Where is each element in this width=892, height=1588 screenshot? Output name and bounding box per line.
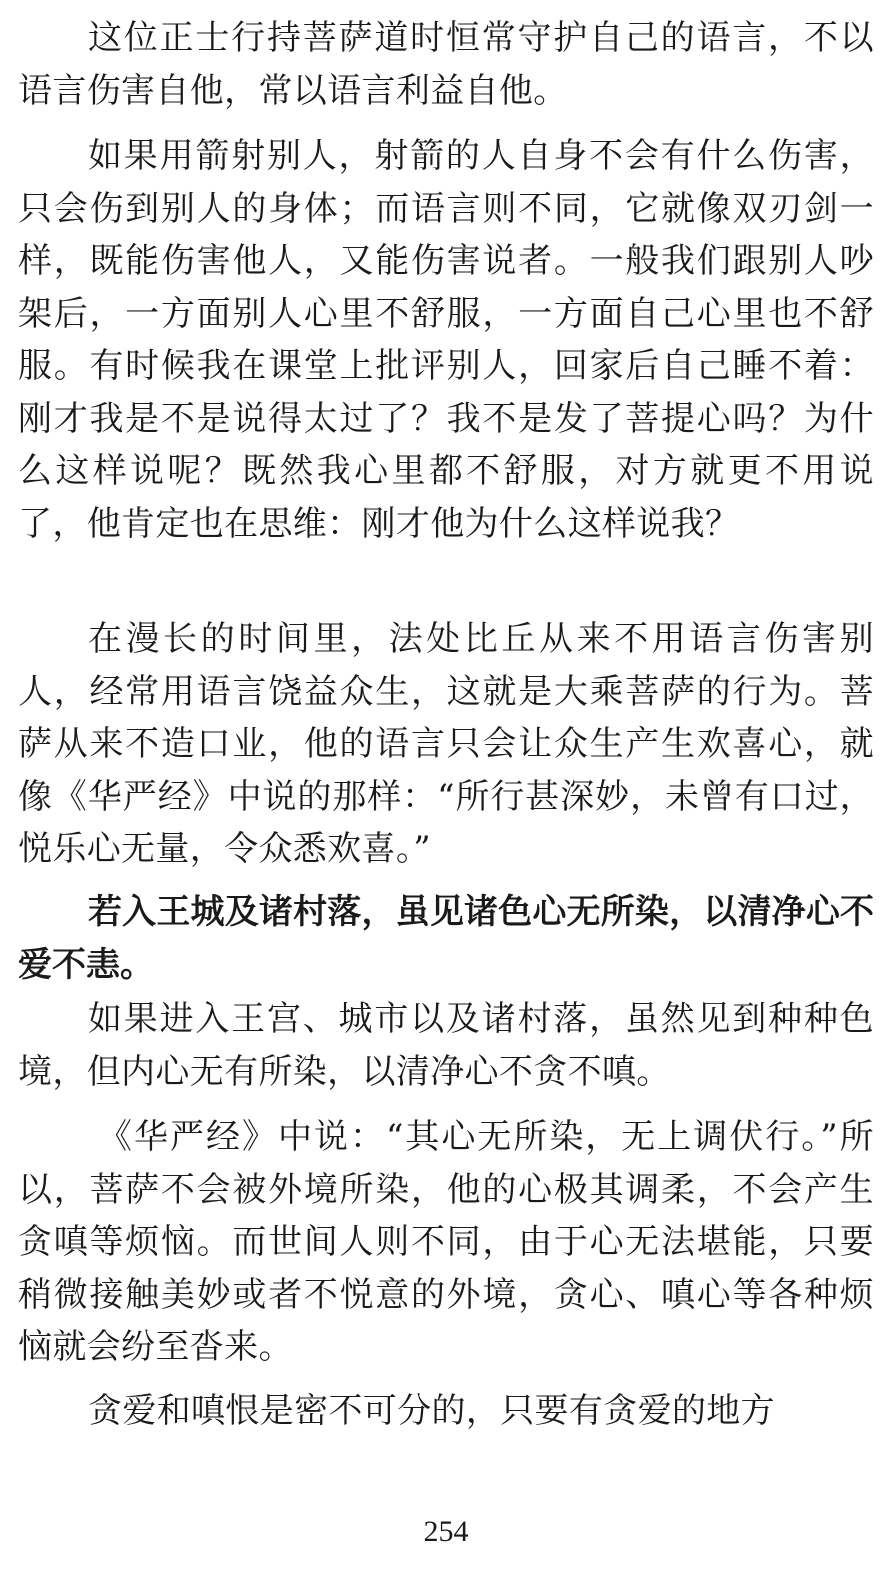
paragraph-avatamsaka-quote: 《华严经》中说：“其心无所染，无上调伏行。”所以，菩萨不会被外境所染，他的心极其调柔，不会产生贪嗔等烦恼。而世间人则不同，由于心无法堪能，只要稍微接触美妙或者不悦意的外境，贪心、嗔心等各种烦恼就会纷至沓来。	[18, 1117, 874, 1367]
page-number: 254	[423, 1515, 469, 1548]
paragraph-verse-explanation: 如果进入王宫、城市以及诸村落，虽然见到种种色境，但内心无有所染，以清净心不贪不嗔。	[18, 999, 874, 1092]
paragraph-attachment-aversion: 贪爱和嗔恨是密不可分的，只要有贪爱的地方	[88, 1391, 775, 1431]
sutra-verse: 若入王城及诸村落，虽见诸色心无所染，以清净心不爱不恚。	[18, 892, 874, 985]
paragraph-double-edged-speech: 如果用箭射别人，射箭的人自身不会有什么伤害，只会伤到别人的身体；而语言则不同，它就像双刃剑一样，既能伤害他人，又能伤害说者。一般我们跟别人吵架后，一方面别人心里不舒服，一方面自己心里也不舒服。有时候我在课堂上批评别人，回家后自己睡不着：刚才我是不是说得太过了？我不是发了菩提心吗？为什么这样说呢？既然我心里都不舒服，对方就更不用说了，他肯定也在思维：刚才他为什么这样说我？	[18, 136, 874, 544]
paragraph-bhiksu-speech: 在漫长的时间里，法处比丘从来不用语言伤害别人，经常用语言饶益众生，这就是大乘菩萨的行为。菩萨从来不造口业，他的语言只会让众生产生欢喜心，就像《华严经》中说的那样：“所行甚深妙，未曾有口过，悦乐心无量，令众悉欢喜。”	[18, 619, 874, 869]
paragraph-guarding-speech: 这位正士行持菩萨道时恒常守护自己的语言，不以语言伤害自他，常以语言利益自他。	[18, 18, 874, 111]
